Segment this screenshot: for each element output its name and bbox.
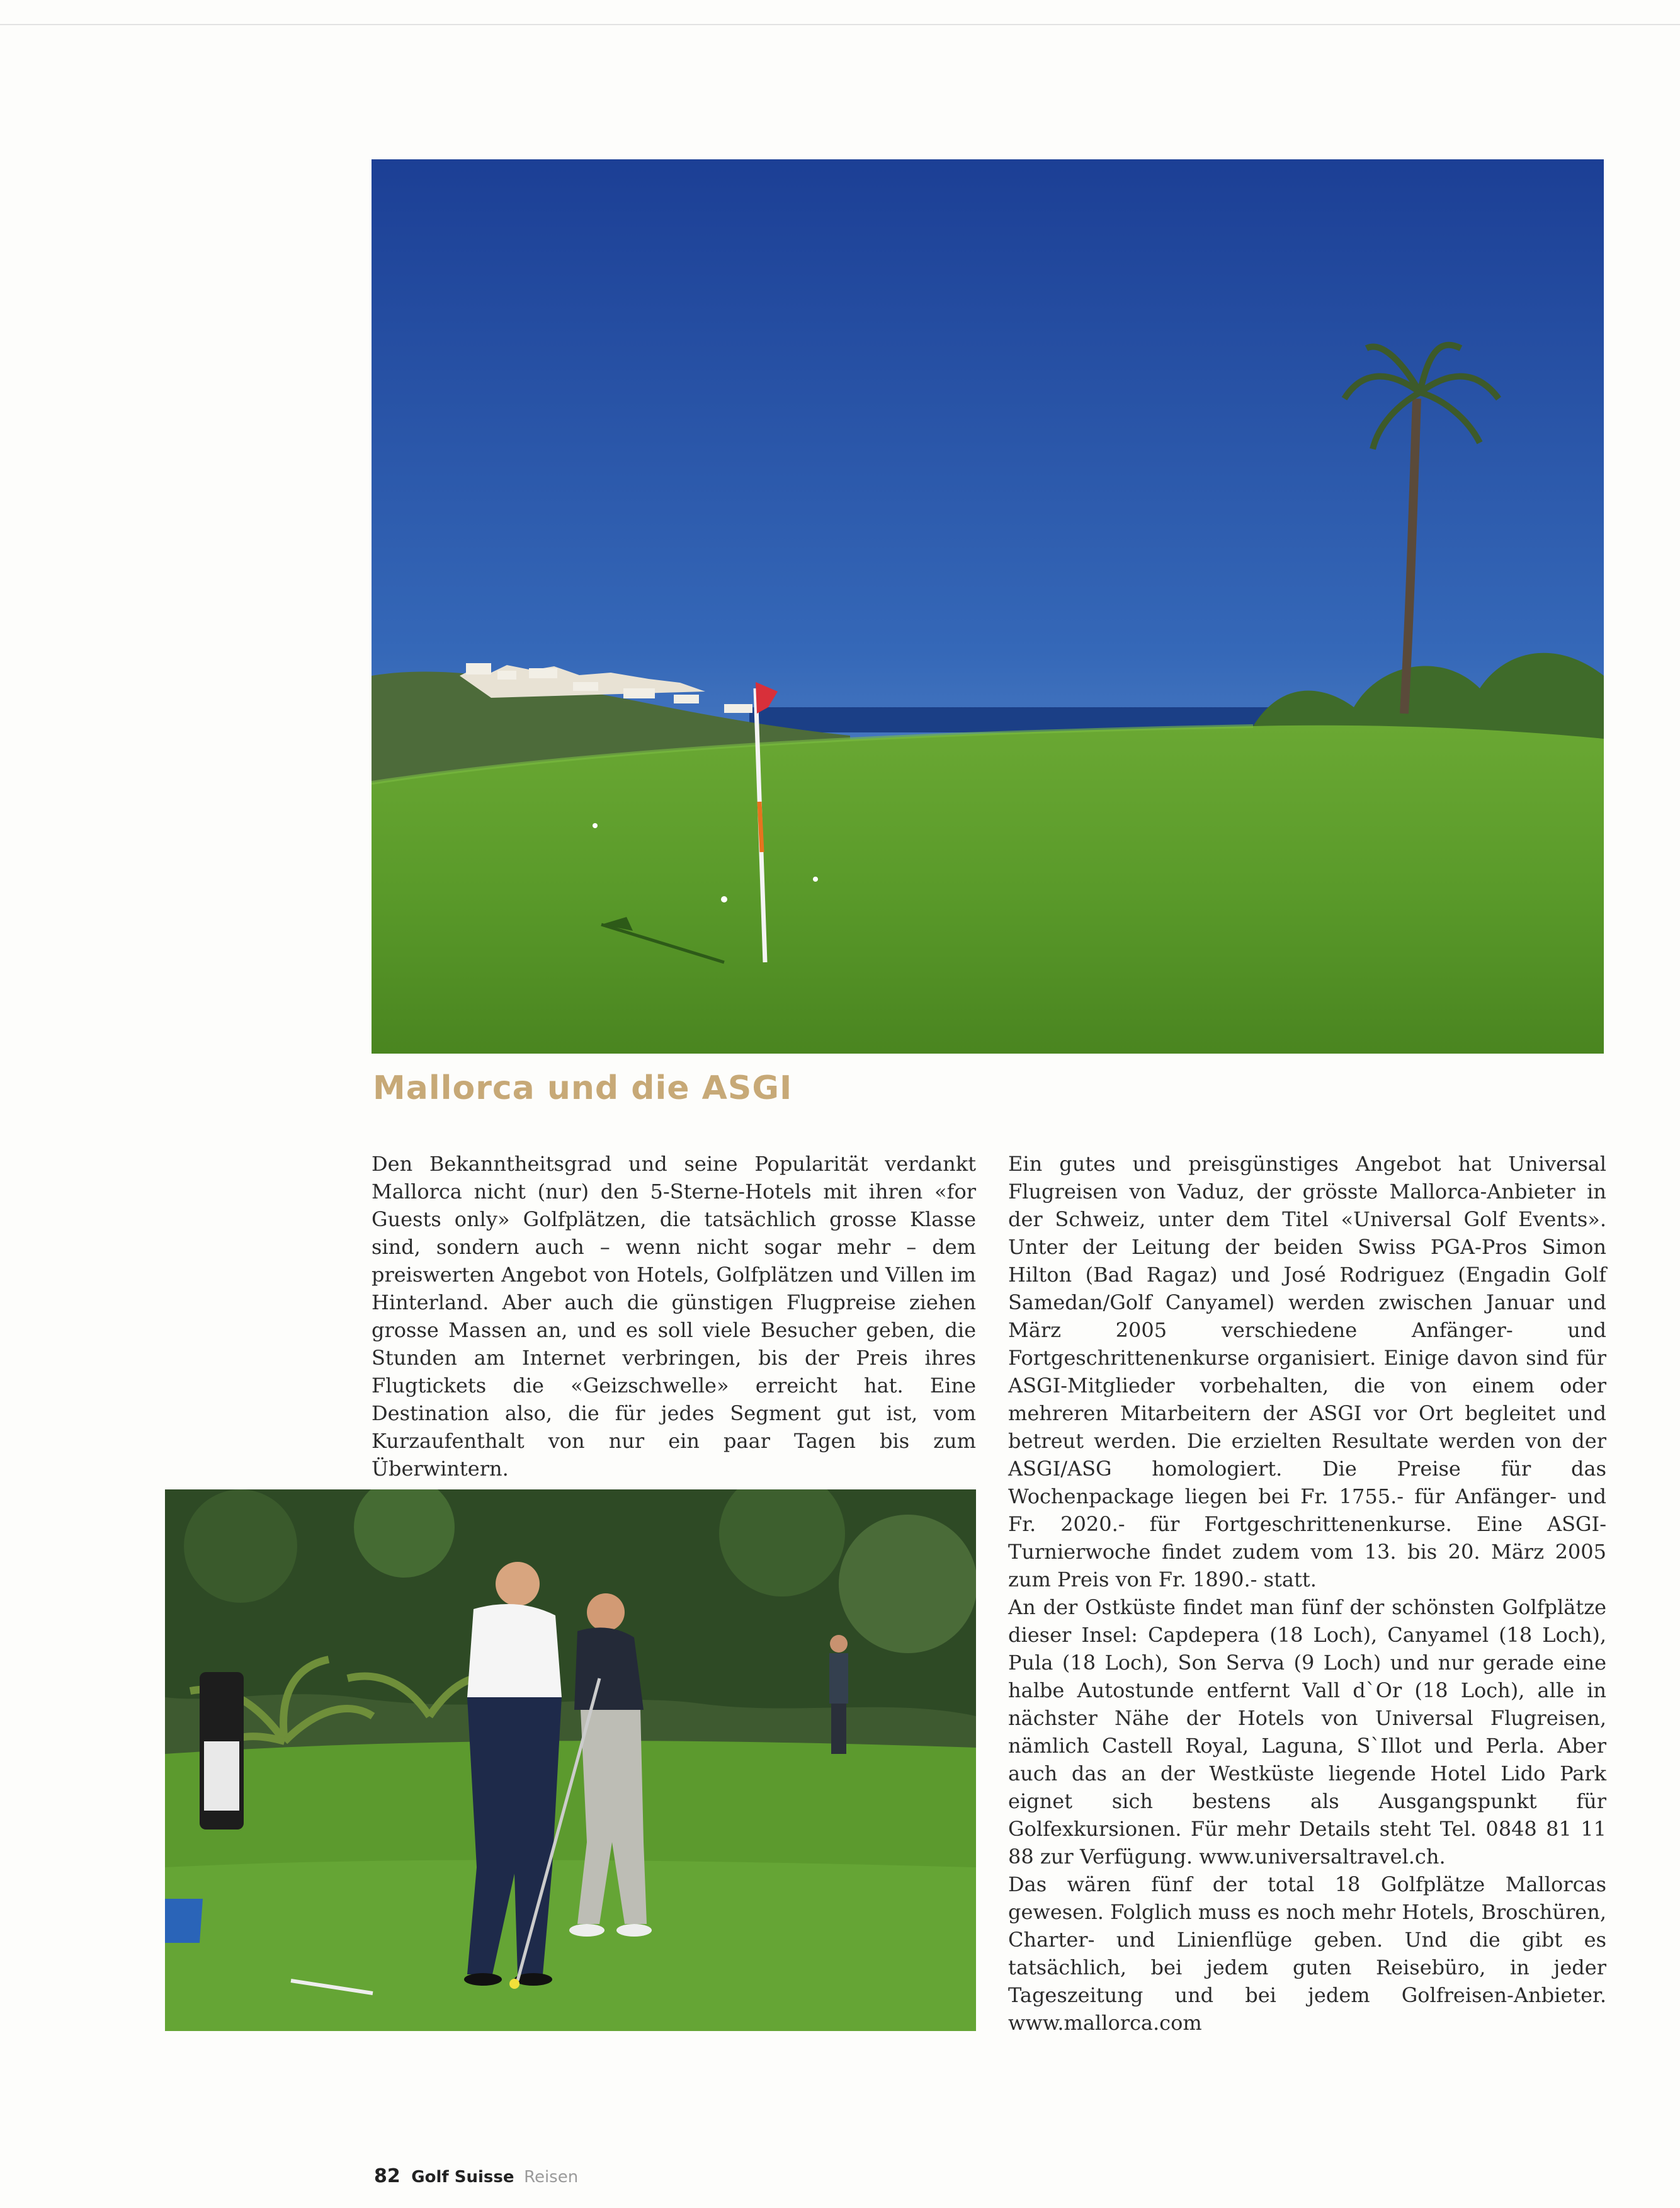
golf-green-photo bbox=[372, 159, 1604, 1054]
top-rule bbox=[0, 24, 1680, 25]
section-name: Reisen bbox=[524, 2168, 579, 2187]
paragraph: Das wären fünf der total 18 Golfplätze Mallorcas gewesen. Folglich muss es noch mehr Hotels, Broschüren, Charter- und Linienflüge geben. Und die gibt es tatsächlich, bei jedem guten Reisebüro, in jeder Tageszeitung und bei jedem Golfreisen-Anbieter. www.mallorca.com bbox=[1008, 1872, 1606, 2035]
page-number: 82 bbox=[374, 2165, 400, 2187]
text-column-right bbox=[1008, 1150, 1606, 2037]
section-heading: Mallorca und die ASGI bbox=[373, 1069, 793, 1107]
paragraph: Den Bekanntheitsgrad und seine Popularität verdankt Mallorca nicht (nur) den 5-Sterne-Hotels mit ihren «for Guests only» Golfplätzen, die tatsächlich grosse Klasse sind, sondern auch – wenn nicht sogar mehr – dem preiswerten Angebot von Hotels, Golfplätzen und Villen im Hinterland. Aber auch die günstigen Flugpreise ziehen grosse Massen an, und es soll viele Besucher geben, die Stunden am Internet verbringen, bis der Preis ihres Flugtickets die «Geizschwelle» erreicht hat. Eine Destination also, die für jedes Segment gut ist, vom Kurzaufenthalt von nur ein paar Tagen bis zum Überwintern. bbox=[372, 1152, 976, 1481]
page-footer bbox=[374, 2165, 578, 2187]
text-column-left bbox=[372, 1150, 976, 1482]
paragraph: An der Ostküste findet man fünf der schönsten Golfplätze dieser Insel: Capdepera (18 Loch), Canyamel (18 Loch), Pula (18 Loch), Son Serva (9 Loch) und nur gerade eine halbe Autostunde entfernt Vall d`Or (18 Loch), alle in nächster Nähe der Hotels von Universal Flugreisen, nämlich Castell Royal, Laguna, S`Illot und Perla. Aber auch das an der Westküste liegende Hotel Lido Park eignet sich bestens als Ausgangspunkt für Golfexkursionen. Für mehr Details steht Tel. 0848 81 11 88 zur Verfügung. www.universaltravel.ch. bbox=[1008, 1595, 1606, 1869]
paragraph: Ein gutes und preisgünstiges Angebot hat Universal Flugreisen von Vaduz, der grösste Mallorca-Anbieter in der Schweiz, unter dem Titel «Universal Golf Events». Unter der Leitung der beiden Swiss PGA-Pros Simon Hilton (Bad Ragaz) und José Rodriguez (Engadin Golf Samedan/Golf Canyamel) werden zwischen Januar und März 2005 verschiedene Anfänger- und Fortgeschrittenenkurse organisiert. Einige davon sind für ASGI-Mitglieder vorbehalten, die von einem oder mehreren Mitarbeitern der ASGI vor Ort begleitet und betreut werden. Die erzielten Resultate werden von der ASGI/ASG homologiert. Die Preise für das Wochenpackage liegen bei Fr. 1755.- für Anfänger- und Fr. 2020.- für Fortgeschrittenenkurse. Eine ASGI-Turnierwoche findet zudem vom 13. bis 20. März 2005 zum Preis von Fr. 1890.- statt. bbox=[1008, 1152, 1606, 1591]
golf-lesson-photo bbox=[165, 1489, 976, 2031]
magazine-name: Golf Suisse bbox=[411, 2168, 514, 2187]
